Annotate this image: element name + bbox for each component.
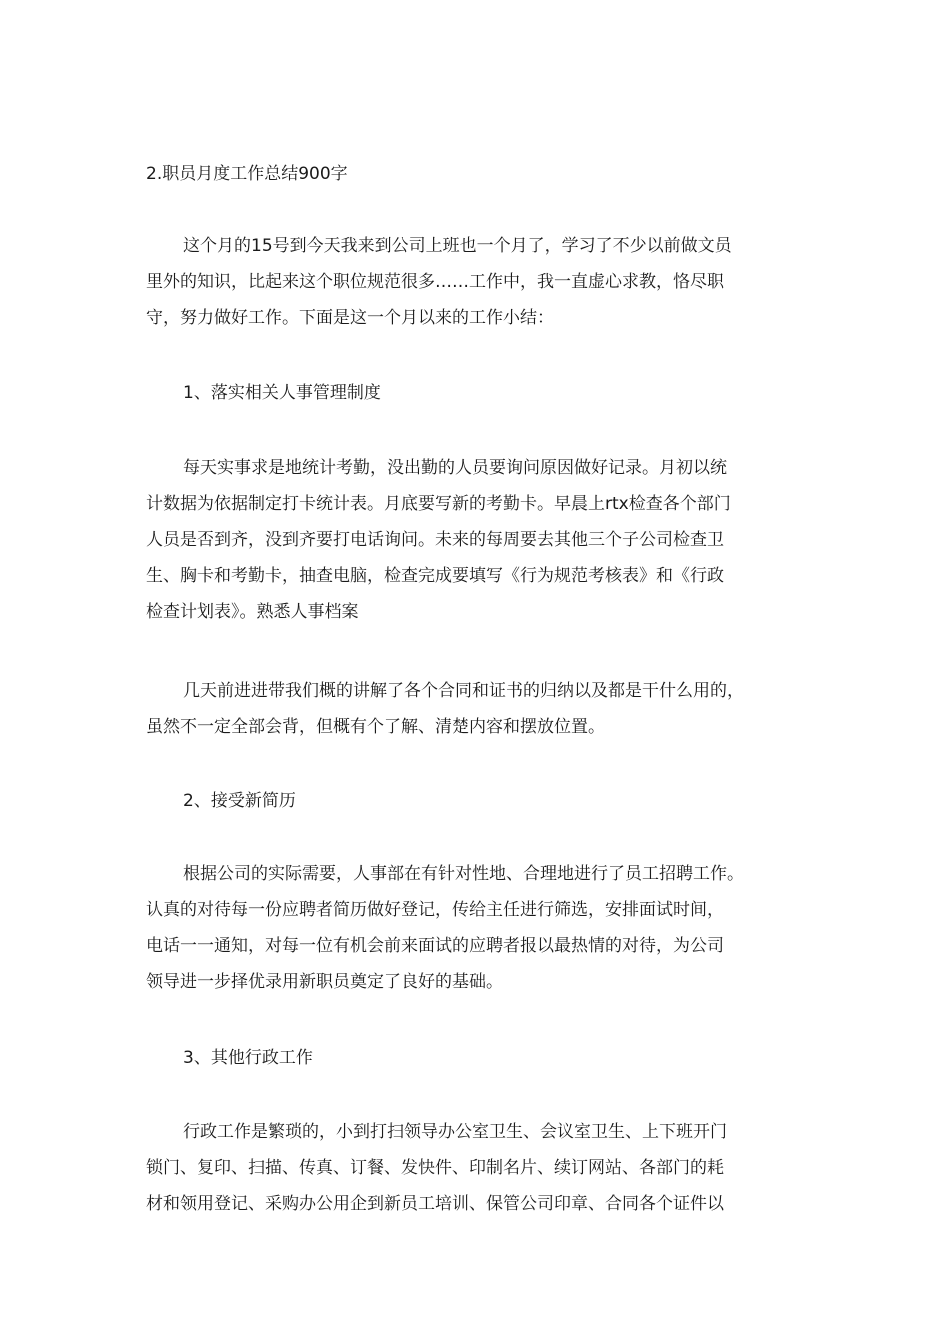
text-line: 里外的知识，比起来这个职位规范很多……工作中，我一直虚心求教，恪尽职 xyxy=(146,272,724,292)
text-line: 锁门、复印、扫描、传真、订餐、发快件、印制名片、续订网站、各部门的耗 xyxy=(146,1158,724,1178)
text-line: 人员是否到齐，没到齐要打电话询问。未来的每周要去其他三个子公司检查卫 xyxy=(146,530,724,550)
section1-paragraph-1 xyxy=(146,450,826,630)
section2-heading xyxy=(146,783,826,819)
section2-paragraph xyxy=(146,856,826,1000)
document-title xyxy=(146,156,826,192)
text-line: 检查计划表》。熟悉人事档案 xyxy=(146,602,359,622)
text-line: 电话一一通知，对每一位有机会前来面试的应聘者报以最热情的对待，为公司 xyxy=(146,936,724,956)
text-line: 生、胸卡和考勤卡，抽查电脑，检查完成要填写《行为规范考核表》和《行政 xyxy=(146,566,724,586)
text-line: 材和领用登记、采购办公用企到新员工培训、保管公司印章、合同各个证件以 xyxy=(146,1194,724,1214)
text-line: 这个月的15号到今天我来到公司上班也一个月了，学习了不少以前做文员 xyxy=(183,236,732,256)
intro-paragraph xyxy=(146,228,826,336)
title-line: 2.职员月度工作总结900字 xyxy=(146,164,348,184)
heading-line: 1、落实相关人事管理制度 xyxy=(183,383,381,403)
heading-line: 2、接受新简历 xyxy=(183,791,296,811)
text-line: 行政工作是繁琐的，小到打扫领导办公室卫生、会议室卫生、上下班开门 xyxy=(183,1122,727,1142)
text-line: 虽然不一定全部会背，但概有个了解、清楚内容和摆放位置。 xyxy=(146,717,605,737)
text-line: 根据公司的实际需要，人事部在有针对性地、合理地进行了员工招聘工作。 xyxy=(183,864,744,884)
text-line: 认真的对待每一份应聘者简历做好登记，传给主任进行筛选，安排面试时间， xyxy=(146,900,724,920)
section1-paragraph-2 xyxy=(146,673,826,745)
text-line: 计数据为依据制定打卡统计表。月底要写新的考勤卡。早晨上rtx检查各个部门 xyxy=(146,494,731,514)
text-line: 领导进一步择优录用新职员奠定了良好的基础。 xyxy=(146,972,503,992)
section3-paragraph xyxy=(146,1114,826,1222)
text-line: 几天前进进带我们概的讲解了各个合同和证书的归纳以及都是干什么用的， xyxy=(183,681,744,701)
text-line: 守，努力做好工作。下面是这一个月以来的工作小结： xyxy=(146,308,554,328)
heading-line: 3、其他行政工作 xyxy=(183,1048,313,1068)
text-line: 每天实事求是地统计考勤，没出勤的人员要询问原因做好记录。月初以统 xyxy=(183,458,727,478)
section1-heading xyxy=(146,375,826,411)
section3-heading xyxy=(146,1040,826,1076)
